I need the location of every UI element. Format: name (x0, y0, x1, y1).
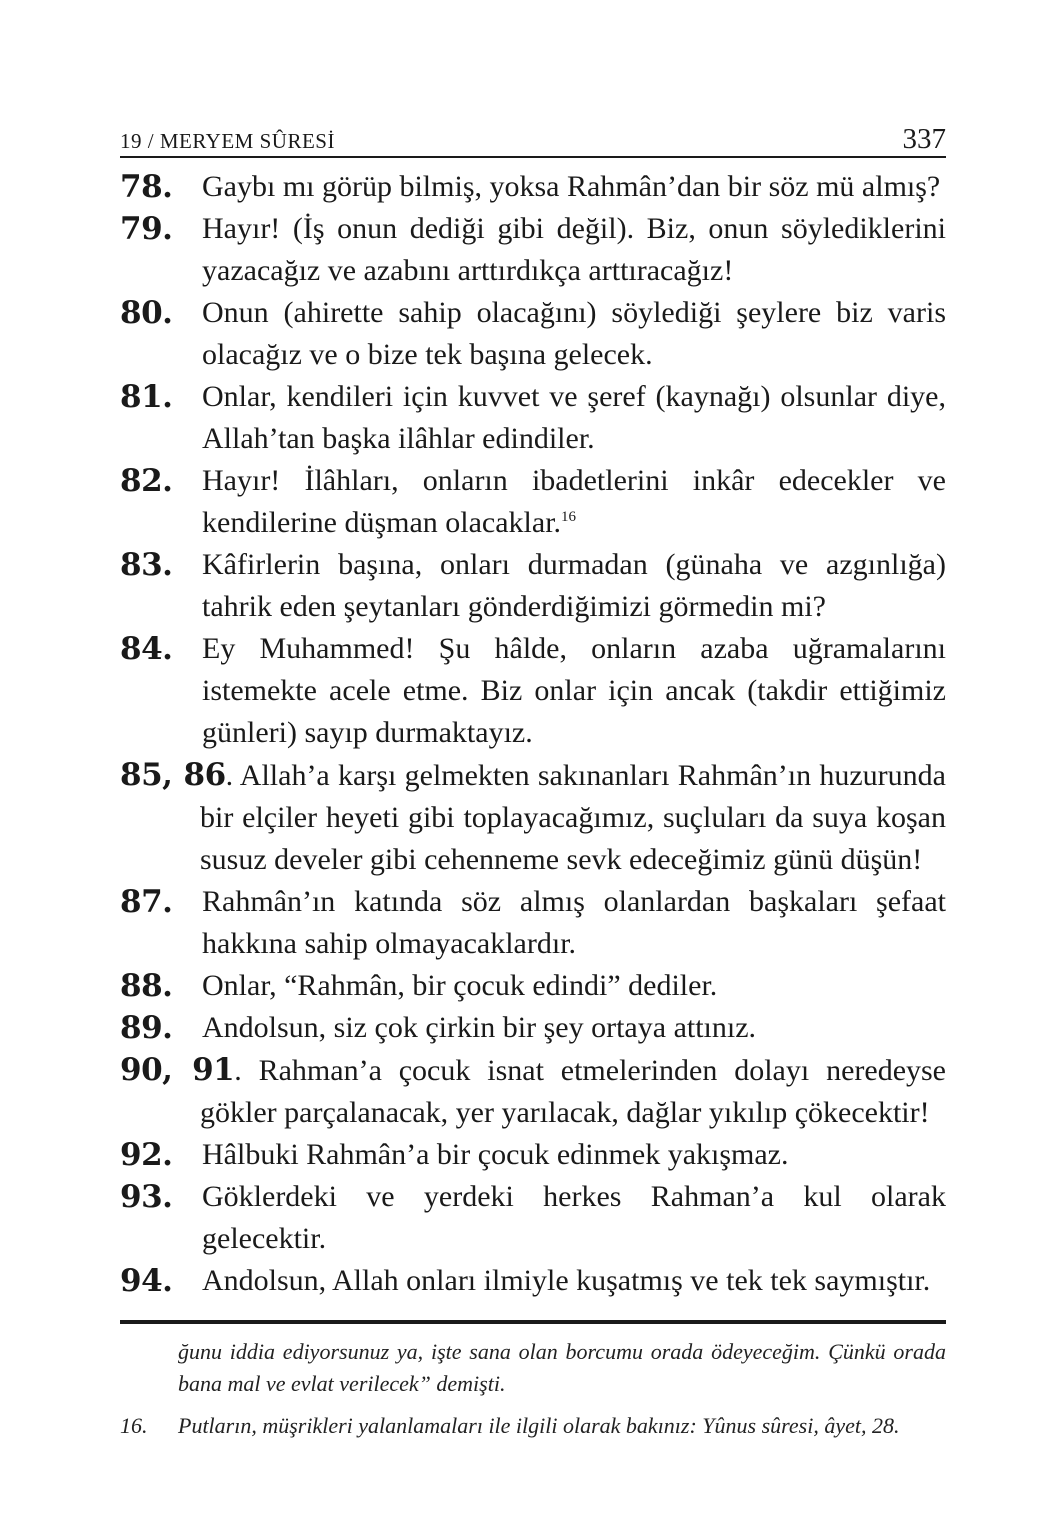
verse-number: 90, 91 (120, 1052, 235, 1088)
verse-number: 88. (120, 968, 173, 1004)
verse-number: 94. (120, 1263, 173, 1299)
verse-text: . Rahman’a çocuk isnat etmelerinden dolayı neredeyse gökler parçalanacak, yer yarılacak, dağlar yıkılıp çökecektir! (200, 1054, 946, 1129)
page-number: 337 (902, 123, 946, 155)
footnote-continuation: ğunu iddia ediyorsunuz ya, işte sana olan borcumu orada ödeyeceğim. Çünkü orada bana mal ve evlat verilecek” demişti. (178, 1339, 946, 1396)
verse-number: 85, 86 (120, 757, 226, 793)
verse-number: 78. (120, 169, 173, 205)
verse-text: Kâfirlerin başına, onları durmadan (günaha ve azgınlığa) tahrik eden şeytanları gönderdiğimizi görmedin mi? (202, 548, 946, 623)
verse-92 (120, 1134, 946, 1176)
verse-number: 89. (120, 1010, 173, 1046)
verse-text: Göklerdeki ve yerdeki herkes Rahman’a kul olarak gelecektir. (202, 1180, 946, 1255)
verse-88 (120, 965, 946, 1007)
verse-number: 92. (120, 1137, 173, 1173)
footnotes (120, 1336, 946, 1442)
verse-84 (120, 628, 946, 754)
verse-number: 87. (120, 884, 173, 920)
verse-text: Gaybı mı görüp bilmiş, yoksa Rahmân’dan bir söz mü almış? (202, 170, 941, 203)
page (120, 110, 946, 1442)
footnote-number: 16. (120, 1413, 148, 1438)
verse-number: 82. (120, 463, 173, 499)
verse-82 (120, 460, 946, 544)
verse-text: Andolsun, siz çok çirkin bir şey ortaya attınız. (202, 1011, 757, 1044)
verse-text: Onun (ahirette sahip olacağını) söylediği şeylere biz varis olacağız ve o bize tek başına gelecek. (202, 296, 946, 371)
verse-80 (120, 292, 946, 376)
verse-text: Rahmân’ın katında söz almış olanlardan başkaları şefaat hakkına sahip olmayacaklardır. (202, 885, 946, 960)
verse-text: . Allah’a karşı gelmekten sakınanları Rahmân’ın huzurunda bir elçiler heyeti gibi toplayacağımız, suçluları da suya koşan susuz develer gibi cehenneme sevk edeceğimiz günü düşün! (200, 759, 946, 876)
section-title: 19 / MERYEM SÛRESİ (120, 129, 335, 153)
verse-85-86 (120, 754, 946, 881)
verse-89 (120, 1007, 946, 1049)
running-header (120, 110, 946, 158)
verse-90-91 (120, 1049, 946, 1134)
verse-87 (120, 881, 946, 965)
verse-number: 83. (120, 547, 173, 583)
verse-number: 80. (120, 295, 173, 331)
verse-81 (120, 376, 946, 460)
footnote-16 (120, 1410, 946, 1442)
verse-text: Hâlbuki Rahmân’a bir çocuk edinmek yakışmaz. (202, 1138, 789, 1171)
verse-list (120, 166, 946, 1302)
verse-number: 79. (120, 211, 173, 247)
verse-text: Hayır! (İş onun dediği gibi değil). Biz, onun söylediklerini yazacağız ve azabını arttırdıkça arttıracağız! (202, 212, 946, 287)
verse-text: Hayır! İlâhları, onların ibadetlerini inkâr edecekler ve kendilerine düşman olacaklar. (202, 464, 946, 539)
footnote-text: Putların, müşrikleri yalanlamaları ile ilgili olarak bakınız: Yûnus sûresi, âyet, 28. (178, 1413, 900, 1438)
verse-text: Onlar, “Rahmân, bir çocuk edindi” dediler. (202, 969, 718, 1002)
verse-number: 81. (120, 379, 173, 415)
verse-83 (120, 544, 946, 628)
verse-text: Onlar, kendileri için kuvvet ve şeref (kaynağı) olsunlar diye, Allah’tan başka ilâhlar edindiler. (202, 380, 946, 455)
verse-number: 84. (120, 631, 173, 667)
footnote-divider (120, 1320, 946, 1324)
verse-text: Andolsun, Allah onları ilmiyle kuşatmış ve tek tek saymıştır. (202, 1264, 931, 1297)
verse-94 (120, 1260, 946, 1302)
verse-text: Ey Muhammed! Şu hâlde, onların azaba uğramalarını istemekte acele etme. Biz onlar için ancak (takdir ettiğimiz günleri) sayıp durmaktayız. (202, 632, 946, 749)
verse-79 (120, 208, 946, 292)
verse-number: 93. (120, 1179, 173, 1215)
verse-93 (120, 1176, 946, 1260)
verse-78 (120, 166, 946, 208)
footnote-reference[interactable]: 16 (561, 509, 577, 525)
